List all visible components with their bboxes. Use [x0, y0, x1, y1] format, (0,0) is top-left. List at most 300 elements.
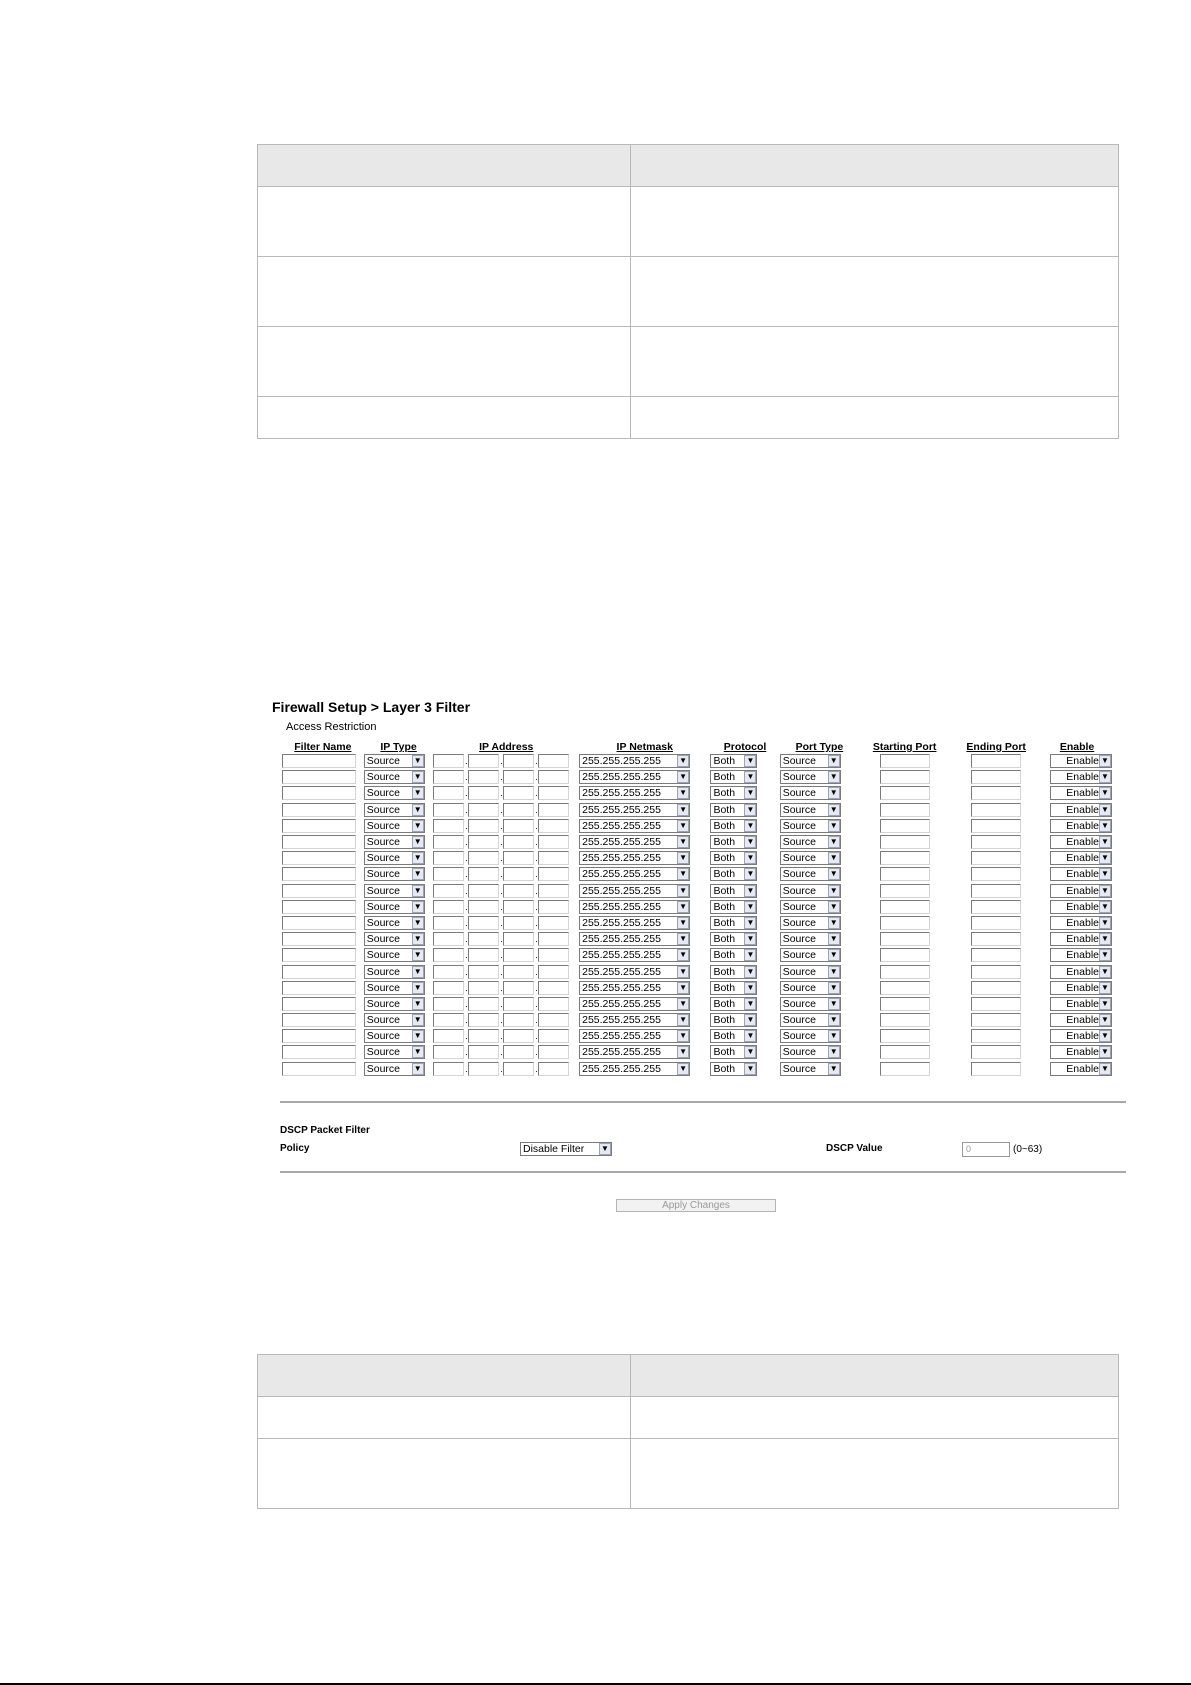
ip-address-octet-input[interactable] [433, 997, 464, 1011]
chevron-down-icon[interactable]: ▼ [599, 1143, 611, 1155]
ip-address-octet-input[interactable] [433, 851, 464, 865]
ip-type-select[interactable] [364, 884, 425, 898]
ip-address-octet-input[interactable] [468, 819, 499, 833]
ip-address-octet-input[interactable] [503, 786, 534, 800]
ip-address-octet-input[interactable] [503, 770, 534, 784]
enable-select[interactable] [1050, 1045, 1112, 1059]
filter-name-input[interactable] [282, 884, 356, 898]
ending-port-input[interactable] [971, 819, 1021, 833]
ip-address-octet-input[interactable] [538, 851, 569, 865]
ip-address-octet-input[interactable] [503, 1062, 534, 1076]
ip-address-octet-input[interactable] [538, 916, 569, 930]
enable-select[interactable] [1050, 819, 1112, 833]
ip-address-octet-input[interactable] [468, 884, 499, 898]
port-type-select[interactable] [780, 1029, 841, 1043]
chevron-down-icon[interactable]: ▼ [677, 771, 689, 783]
chevron-down-icon[interactable]: ▼ [412, 787, 424, 799]
ip-address-octet-input[interactable] [503, 965, 534, 979]
ip-address-octet-input[interactable] [503, 819, 534, 833]
starting-port-input[interactable] [880, 1062, 930, 1076]
ip-address-octet-input[interactable] [538, 786, 569, 800]
ip-netmask-select[interactable] [579, 851, 690, 865]
ip-type-select[interactable] [364, 1062, 425, 1076]
ip-netmask-select[interactable] [579, 835, 690, 849]
ending-port-input[interactable] [971, 965, 1021, 979]
filter-name-input[interactable] [282, 1013, 356, 1027]
chevron-down-icon[interactable]: ▼ [677, 804, 689, 816]
ip-address-octet-input[interactable] [433, 770, 464, 784]
ip-netmask-select[interactable] [579, 981, 690, 995]
port-type-select[interactable] [780, 754, 841, 768]
ip-address-octet-input[interactable] [503, 1029, 534, 1043]
starting-port-input[interactable] [880, 867, 930, 881]
port-type-select[interactable] [780, 867, 841, 881]
filter-name-input[interactable] [282, 981, 356, 995]
chevron-down-icon[interactable]: ▼ [677, 949, 689, 961]
ip-address-octet-input[interactable] [503, 1045, 534, 1059]
ip-address-octet-input[interactable] [503, 981, 534, 995]
chevron-down-icon[interactable]: ▼ [412, 771, 424, 783]
chevron-down-icon[interactable]: ▼ [744, 787, 756, 799]
chevron-down-icon[interactable]: ▼ [744, 804, 756, 816]
filter-name-input[interactable] [282, 1045, 356, 1059]
port-type-select[interactable] [780, 997, 841, 1011]
chevron-down-icon[interactable]: ▼ [744, 933, 756, 945]
protocol-select[interactable] [710, 1029, 757, 1043]
port-type-select[interactable] [780, 835, 841, 849]
enable-select[interactable] [1050, 981, 1112, 995]
chevron-down-icon[interactable]: ▼ [744, 868, 756, 880]
chevron-down-icon[interactable]: ▼ [828, 982, 840, 994]
ip-netmask-select[interactable] [579, 997, 690, 1011]
chevron-down-icon[interactable]: ▼ [828, 885, 840, 897]
ip-address-octet-input[interactable] [503, 900, 534, 914]
enable-select[interactable] [1050, 1013, 1112, 1027]
ip-address-octet-input[interactable] [468, 754, 499, 768]
starting-port-input[interactable] [880, 1029, 930, 1043]
chevron-down-icon[interactable]: ▼ [677, 885, 689, 897]
ip-address-octet-input[interactable] [468, 981, 499, 995]
ip-address-octet-input[interactable] [433, 884, 464, 898]
chevron-down-icon[interactable]: ▼ [1099, 852, 1111, 864]
chevron-down-icon[interactable]: ▼ [412, 1030, 424, 1042]
chevron-down-icon[interactable]: ▼ [1099, 836, 1111, 848]
chevron-down-icon[interactable]: ▼ [1099, 1046, 1111, 1058]
port-type-select[interactable] [780, 1045, 841, 1059]
ending-port-input[interactable] [971, 1062, 1021, 1076]
ip-netmask-select[interactable] [579, 786, 690, 800]
chevron-down-icon[interactable]: ▼ [828, 868, 840, 880]
chevron-down-icon[interactable]: ▼ [828, 804, 840, 816]
ip-address-octet-input[interactable] [468, 1013, 499, 1027]
enable-select[interactable] [1050, 1062, 1112, 1076]
starting-port-input[interactable] [880, 851, 930, 865]
ip-type-select[interactable] [364, 835, 425, 849]
ip-address-octet-input[interactable] [468, 997, 499, 1011]
chevron-down-icon[interactable]: ▼ [1099, 1014, 1111, 1026]
ending-port-input[interactable] [971, 884, 1021, 898]
enable-select[interactable] [1050, 900, 1112, 914]
chevron-down-icon[interactable]: ▼ [412, 901, 424, 913]
protocol-select[interactable] [710, 770, 757, 784]
chevron-down-icon[interactable]: ▼ [412, 885, 424, 897]
chevron-down-icon[interactable]: ▼ [1099, 917, 1111, 929]
starting-port-input[interactable] [880, 900, 930, 914]
ip-address-octet-input[interactable] [503, 948, 534, 962]
port-type-select[interactable] [780, 948, 841, 962]
starting-port-input[interactable] [880, 1013, 930, 1027]
ending-port-input[interactable] [971, 997, 1021, 1011]
chevron-down-icon[interactable]: ▼ [1099, 1063, 1111, 1075]
chevron-down-icon[interactable]: ▼ [828, 771, 840, 783]
ip-netmask-select[interactable] [579, 900, 690, 914]
chevron-down-icon[interactable]: ▼ [677, 998, 689, 1010]
ip-address-octet-input[interactable] [538, 884, 569, 898]
ip-netmask-select[interactable] [579, 916, 690, 930]
starting-port-input[interactable] [880, 981, 930, 995]
chevron-down-icon[interactable]: ▼ [1099, 771, 1111, 783]
chevron-down-icon[interactable]: ▼ [828, 917, 840, 929]
enable-select[interactable] [1050, 851, 1112, 865]
ip-type-select[interactable] [364, 965, 425, 979]
chevron-down-icon[interactable]: ▼ [828, 901, 840, 913]
ip-address-octet-input[interactable] [538, 932, 569, 946]
ending-port-input[interactable] [971, 803, 1021, 817]
ip-address-octet-input[interactable] [538, 867, 569, 881]
starting-port-input[interactable] [880, 884, 930, 898]
ip-type-select[interactable] [364, 932, 425, 946]
chevron-down-icon[interactable]: ▼ [677, 982, 689, 994]
ip-address-octet-input[interactable] [503, 1013, 534, 1027]
ip-type-select[interactable] [364, 997, 425, 1011]
port-type-select[interactable] [780, 981, 841, 995]
chevron-down-icon[interactable]: ▼ [1099, 787, 1111, 799]
chevron-down-icon[interactable]: ▼ [412, 804, 424, 816]
port-type-select[interactable] [780, 884, 841, 898]
ending-port-input[interactable] [971, 835, 1021, 849]
chevron-down-icon[interactable]: ▼ [744, 917, 756, 929]
starting-port-input[interactable] [880, 835, 930, 849]
chevron-down-icon[interactable]: ▼ [412, 1014, 424, 1026]
protocol-select[interactable] [710, 997, 757, 1011]
chevron-down-icon[interactable]: ▼ [412, 917, 424, 929]
protocol-select[interactable] [710, 819, 757, 833]
chevron-down-icon[interactable]: ▼ [828, 836, 840, 848]
filter-name-input[interactable] [282, 1029, 356, 1043]
starting-port-input[interactable] [880, 819, 930, 833]
ending-port-input[interactable] [971, 981, 1021, 995]
ip-type-select[interactable] [364, 867, 425, 881]
ip-address-octet-input[interactable] [433, 916, 464, 930]
enable-select[interactable] [1050, 1029, 1112, 1043]
chevron-down-icon[interactable]: ▼ [744, 755, 756, 767]
chevron-down-icon[interactable]: ▼ [1099, 901, 1111, 913]
ip-address-octet-input[interactable] [538, 835, 569, 849]
ip-type-select[interactable] [364, 1029, 425, 1043]
filter-name-input[interactable] [282, 932, 356, 946]
ip-address-octet-input[interactable] [468, 932, 499, 946]
filter-name-input[interactable] [282, 997, 356, 1011]
protocol-select[interactable] [710, 916, 757, 930]
ip-address-octet-input[interactable] [538, 997, 569, 1011]
chevron-down-icon[interactable]: ▼ [828, 1063, 840, 1075]
ip-address-octet-input[interactable] [468, 835, 499, 849]
filter-name-input[interactable] [282, 1062, 356, 1076]
ip-address-octet-input[interactable] [538, 1029, 569, 1043]
port-type-select[interactable] [780, 1013, 841, 1027]
chevron-down-icon[interactable]: ▼ [744, 1046, 756, 1058]
ip-address-octet-input[interactable] [433, 981, 464, 995]
chevron-down-icon[interactable]: ▼ [744, 820, 756, 832]
filter-name-input[interactable] [282, 754, 356, 768]
ip-address-octet-input[interactable] [468, 1045, 499, 1059]
filter-name-input[interactable] [282, 851, 356, 865]
ending-port-input[interactable] [971, 1045, 1021, 1059]
filter-name-input[interactable] [282, 835, 356, 849]
chevron-down-icon[interactable]: ▼ [677, 1046, 689, 1058]
port-type-select[interactable] [780, 1062, 841, 1076]
ip-address-octet-input[interactable] [468, 867, 499, 881]
ending-port-input[interactable] [971, 948, 1021, 962]
ip-address-octet-input[interactable] [538, 770, 569, 784]
chevron-down-icon[interactable]: ▼ [677, 836, 689, 848]
ip-type-select[interactable] [364, 786, 425, 800]
ip-netmask-select[interactable] [579, 884, 690, 898]
ip-address-octet-input[interactable] [433, 867, 464, 881]
chevron-down-icon[interactable]: ▼ [677, 820, 689, 832]
protocol-select[interactable] [710, 1062, 757, 1076]
ip-type-select[interactable] [364, 900, 425, 914]
chevron-down-icon[interactable]: ▼ [1099, 982, 1111, 994]
chevron-down-icon[interactable]: ▼ [1099, 1030, 1111, 1042]
ip-address-octet-input[interactable] [433, 1029, 464, 1043]
ip-address-octet-input[interactable] [468, 1029, 499, 1043]
protocol-select[interactable] [710, 754, 757, 768]
chevron-down-icon[interactable]: ▼ [744, 1063, 756, 1075]
chevron-down-icon[interactable]: ▼ [828, 1030, 840, 1042]
chevron-down-icon[interactable]: ▼ [677, 868, 689, 880]
chevron-down-icon[interactable]: ▼ [1099, 868, 1111, 880]
chevron-down-icon[interactable]: ▼ [677, 787, 689, 799]
ip-netmask-select[interactable] [579, 867, 690, 881]
chevron-down-icon[interactable]: ▼ [412, 868, 424, 880]
protocol-select[interactable] [710, 948, 757, 962]
protocol-select[interactable] [710, 867, 757, 881]
chevron-down-icon[interactable]: ▼ [744, 949, 756, 961]
chevron-down-icon[interactable]: ▼ [677, 901, 689, 913]
ip-netmask-select[interactable] [579, 932, 690, 946]
ip-type-select[interactable] [364, 916, 425, 930]
ip-address-octet-input[interactable] [433, 786, 464, 800]
enable-select[interactable] [1050, 916, 1112, 930]
chevron-down-icon[interactable]: ▼ [412, 966, 424, 978]
ip-address-octet-input[interactable] [503, 754, 534, 768]
ip-address-octet-input[interactable] [538, 948, 569, 962]
ip-address-octet-input[interactable] [468, 948, 499, 962]
ip-address-octet-input[interactable] [433, 932, 464, 946]
enable-select[interactable] [1050, 965, 1112, 979]
ip-type-select[interactable] [364, 1013, 425, 1027]
chevron-down-icon[interactable]: ▼ [677, 1014, 689, 1026]
ip-address-octet-input[interactable] [503, 851, 534, 865]
ip-type-select[interactable] [364, 770, 425, 784]
port-type-select[interactable] [780, 786, 841, 800]
ip-type-select[interactable] [364, 803, 425, 817]
ip-address-octet-input[interactable] [468, 965, 499, 979]
chevron-down-icon[interactable]: ▼ [412, 852, 424, 864]
chevron-down-icon[interactable]: ▼ [677, 755, 689, 767]
starting-port-input[interactable] [880, 916, 930, 930]
chevron-down-icon[interactable]: ▼ [412, 820, 424, 832]
ending-port-input[interactable] [971, 754, 1021, 768]
ending-port-input[interactable] [971, 851, 1021, 865]
chevron-down-icon[interactable]: ▼ [1099, 966, 1111, 978]
ip-address-octet-input[interactable] [468, 916, 499, 930]
ip-address-octet-input[interactable] [538, 965, 569, 979]
starting-port-input[interactable] [880, 997, 930, 1011]
ip-type-select[interactable] [364, 819, 425, 833]
chevron-down-icon[interactable]: ▼ [412, 982, 424, 994]
chevron-down-icon[interactable]: ▼ [828, 755, 840, 767]
ending-port-input[interactable] [971, 770, 1021, 784]
ip-netmask-select[interactable] [579, 948, 690, 962]
protocol-select[interactable] [710, 1045, 757, 1059]
ending-port-input[interactable] [971, 1013, 1021, 1027]
filter-name-input[interactable] [282, 965, 356, 979]
starting-port-input[interactable] [880, 1045, 930, 1059]
port-type-select[interactable] [780, 965, 841, 979]
chevron-down-icon[interactable]: ▼ [828, 966, 840, 978]
ip-address-octet-input[interactable] [433, 754, 464, 768]
enable-select[interactable] [1050, 932, 1112, 946]
ip-netmask-select[interactable] [579, 1062, 690, 1076]
chevron-down-icon[interactable]: ▼ [412, 949, 424, 961]
apply-changes-button[interactable]: Apply Changes [616, 1199, 776, 1212]
port-type-select[interactable] [780, 900, 841, 914]
chevron-down-icon[interactable]: ▼ [744, 1030, 756, 1042]
filter-name-input[interactable] [282, 770, 356, 784]
ip-address-octet-input[interactable] [468, 1062, 499, 1076]
ip-type-select[interactable] [364, 1045, 425, 1059]
chevron-down-icon[interactable]: ▼ [1099, 885, 1111, 897]
policy-select[interactable] [520, 1142, 612, 1156]
ip-address-octet-input[interactable] [433, 803, 464, 817]
chevron-down-icon[interactable]: ▼ [1099, 804, 1111, 816]
ip-address-octet-input[interactable] [468, 786, 499, 800]
filter-name-input[interactable] [282, 916, 356, 930]
enable-select[interactable] [1050, 803, 1112, 817]
ip-type-select[interactable] [364, 948, 425, 962]
starting-port-input[interactable] [880, 948, 930, 962]
chevron-down-icon[interactable]: ▼ [412, 1046, 424, 1058]
ip-address-octet-input[interactable] [503, 916, 534, 930]
port-type-select[interactable] [780, 916, 841, 930]
enable-select[interactable] [1050, 835, 1112, 849]
chevron-down-icon[interactable]: ▼ [828, 1014, 840, 1026]
port-type-select[interactable] [780, 819, 841, 833]
chevron-down-icon[interactable]: ▼ [744, 966, 756, 978]
chevron-down-icon[interactable]: ▼ [828, 852, 840, 864]
chevron-down-icon[interactable]: ▼ [744, 982, 756, 994]
enable-select[interactable] [1050, 948, 1112, 962]
chevron-down-icon[interactable]: ▼ [677, 933, 689, 945]
enable-select[interactable] [1050, 997, 1112, 1011]
ip-type-select[interactable] [364, 851, 425, 865]
ip-address-octet-input[interactable] [503, 803, 534, 817]
chevron-down-icon[interactable]: ▼ [1099, 755, 1111, 767]
ip-address-octet-input[interactable] [538, 900, 569, 914]
ending-port-input[interactable] [971, 932, 1021, 946]
enable-select[interactable] [1050, 867, 1112, 881]
dscp-value-input[interactable]: 0 [962, 1142, 1010, 1157]
port-type-select[interactable] [780, 932, 841, 946]
ip-address-octet-input[interactable] [433, 948, 464, 962]
ip-address-octet-input[interactable] [433, 1062, 464, 1076]
ip-address-octet-input[interactable] [468, 803, 499, 817]
port-type-select[interactable] [780, 770, 841, 784]
ending-port-input[interactable] [971, 916, 1021, 930]
protocol-select[interactable] [710, 884, 757, 898]
ip-netmask-select[interactable] [579, 1013, 690, 1027]
protocol-select[interactable] [710, 803, 757, 817]
port-type-select[interactable] [780, 851, 841, 865]
chevron-down-icon[interactable]: ▼ [677, 1063, 689, 1075]
chevron-down-icon[interactable]: ▼ [828, 820, 840, 832]
ip-netmask-select[interactable] [579, 965, 690, 979]
enable-select[interactable] [1050, 770, 1112, 784]
starting-port-input[interactable] [880, 786, 930, 800]
chevron-down-icon[interactable]: ▼ [744, 1014, 756, 1026]
ip-address-octet-input[interactable] [538, 819, 569, 833]
chevron-down-icon[interactable]: ▼ [412, 933, 424, 945]
ip-address-octet-input[interactable] [503, 932, 534, 946]
ip-address-octet-input[interactable] [468, 900, 499, 914]
starting-port-input[interactable] [880, 965, 930, 979]
ip-address-octet-input[interactable] [503, 997, 534, 1011]
chevron-down-icon[interactable]: ▼ [744, 852, 756, 864]
ip-address-octet-input[interactable] [433, 835, 464, 849]
ip-address-octet-input[interactable] [433, 900, 464, 914]
chevron-down-icon[interactable]: ▼ [744, 901, 756, 913]
chevron-down-icon[interactable]: ▼ [744, 836, 756, 848]
ip-netmask-select[interactable] [579, 1029, 690, 1043]
ip-netmask-select[interactable] [579, 1045, 690, 1059]
filter-name-input[interactable] [282, 786, 356, 800]
ip-netmask-select[interactable] [579, 819, 690, 833]
ip-address-octet-input[interactable] [538, 1062, 569, 1076]
ip-address-octet-input[interactable] [538, 803, 569, 817]
ending-port-input[interactable] [971, 1029, 1021, 1043]
enable-select[interactable] [1050, 884, 1112, 898]
ip-address-octet-input[interactable] [468, 770, 499, 784]
ip-netmask-select[interactable] [579, 770, 690, 784]
chevron-down-icon[interactable]: ▼ [828, 1046, 840, 1058]
chevron-down-icon[interactable]: ▼ [1099, 933, 1111, 945]
protocol-select[interactable] [710, 1013, 757, 1027]
chevron-down-icon[interactable]: ▼ [828, 933, 840, 945]
chevron-down-icon[interactable]: ▼ [677, 852, 689, 864]
ip-netmask-select[interactable] [579, 754, 690, 768]
filter-name-input[interactable] [282, 803, 356, 817]
protocol-select[interactable] [710, 835, 757, 849]
filter-name-input[interactable] [282, 948, 356, 962]
starting-port-input[interactable] [880, 770, 930, 784]
chevron-down-icon[interactable]: ▼ [744, 998, 756, 1010]
chevron-down-icon[interactable]: ▼ [412, 998, 424, 1010]
ip-address-octet-input[interactable] [468, 851, 499, 865]
ip-address-octet-input[interactable] [503, 835, 534, 849]
filter-name-input[interactable] [282, 900, 356, 914]
